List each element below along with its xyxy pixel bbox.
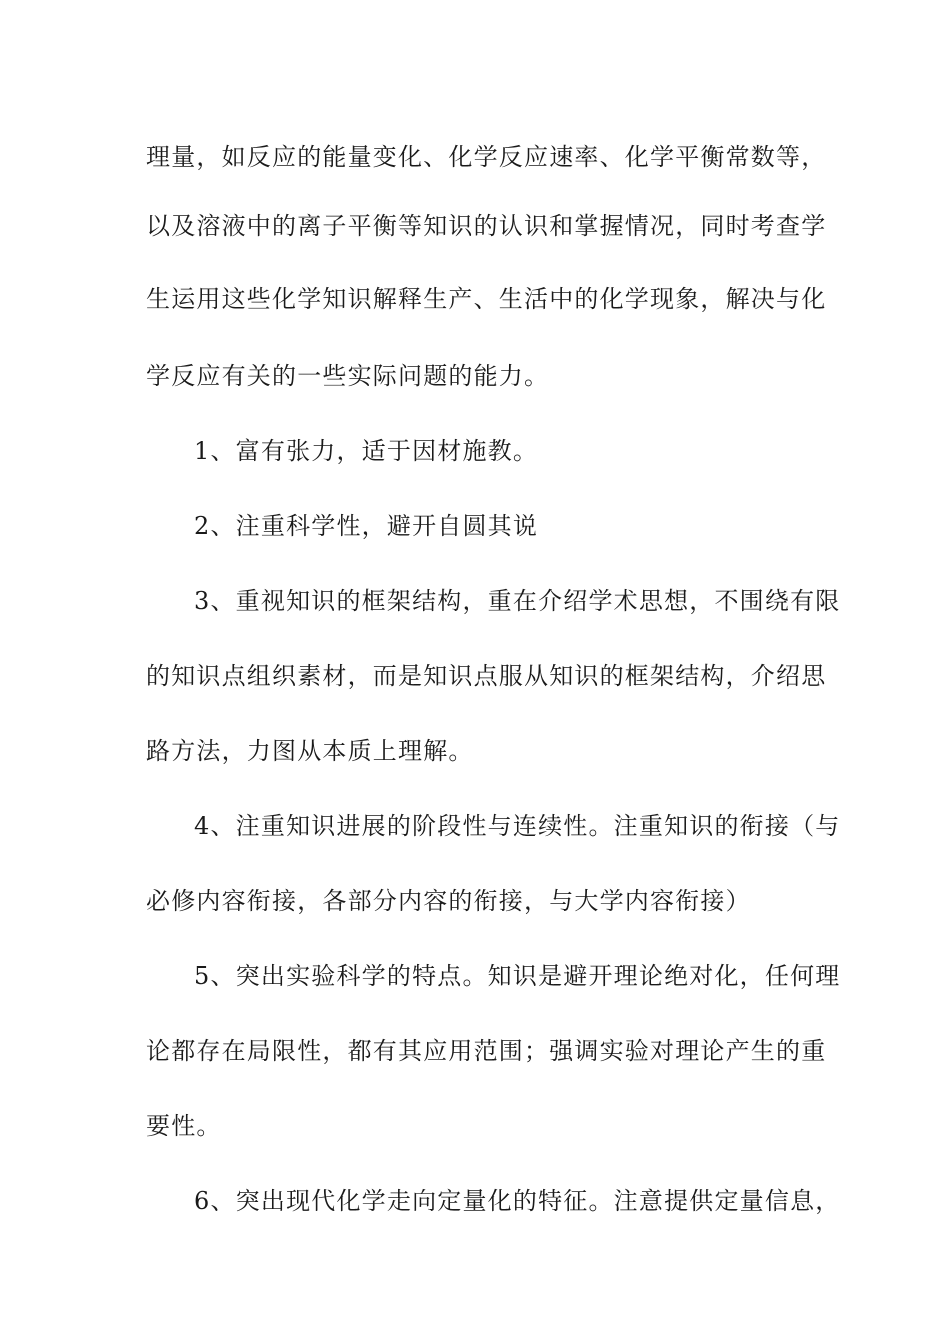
paragraph-line: 论都存在局限性，都有其应用范围；强调实验对理论产生的重 — [146, 1037, 827, 1065]
paragraph-line: 的知识点组织素材，而是知识点服从知识的框架结构，介绍思 — [146, 662, 827, 690]
paragraph-line: 学反应有关的一些实际问题的能力。 — [146, 362, 550, 390]
list-item: 2、注重科学性，避开自圆其说 — [194, 512, 539, 540]
paragraph-line: 要性。 — [146, 1112, 222, 1140]
list-item: 5、突出实验科学的特点。知识是避开理论绝对化，任何理 — [194, 962, 841, 990]
paragraph-line: 路方法，力图从本质上理解。 — [146, 737, 474, 765]
list-item: 1、富有张力，适于因材施教。 — [194, 437, 539, 465]
list-item: 4、注重知识进展的阶段性与连续性。注重知识的衔接（与 — [194, 812, 841, 840]
list-item: 6、突出现代化学走向定量化的特征。注意提供定量信息， — [194, 1187, 841, 1215]
list-item: 3、重视知识的框架结构，重在介绍学术思想，不围绕有限 — [194, 587, 841, 615]
paragraph-line: 必修内容衔接，各部分内容的衔接，与大学内容衔接） — [146, 887, 751, 915]
paragraph-line: 理量，如反应的能量变化、化学反应速率、化学平衡常数等， — [146, 143, 827, 171]
paragraph-line: 生运用这些化学知识解释生产、生活中的化学现象，解决与化 — [146, 285, 827, 313]
paragraph-line: 以及溶液中的离子平衡等知识的认识和掌握情况，同时考查学 — [146, 212, 827, 240]
